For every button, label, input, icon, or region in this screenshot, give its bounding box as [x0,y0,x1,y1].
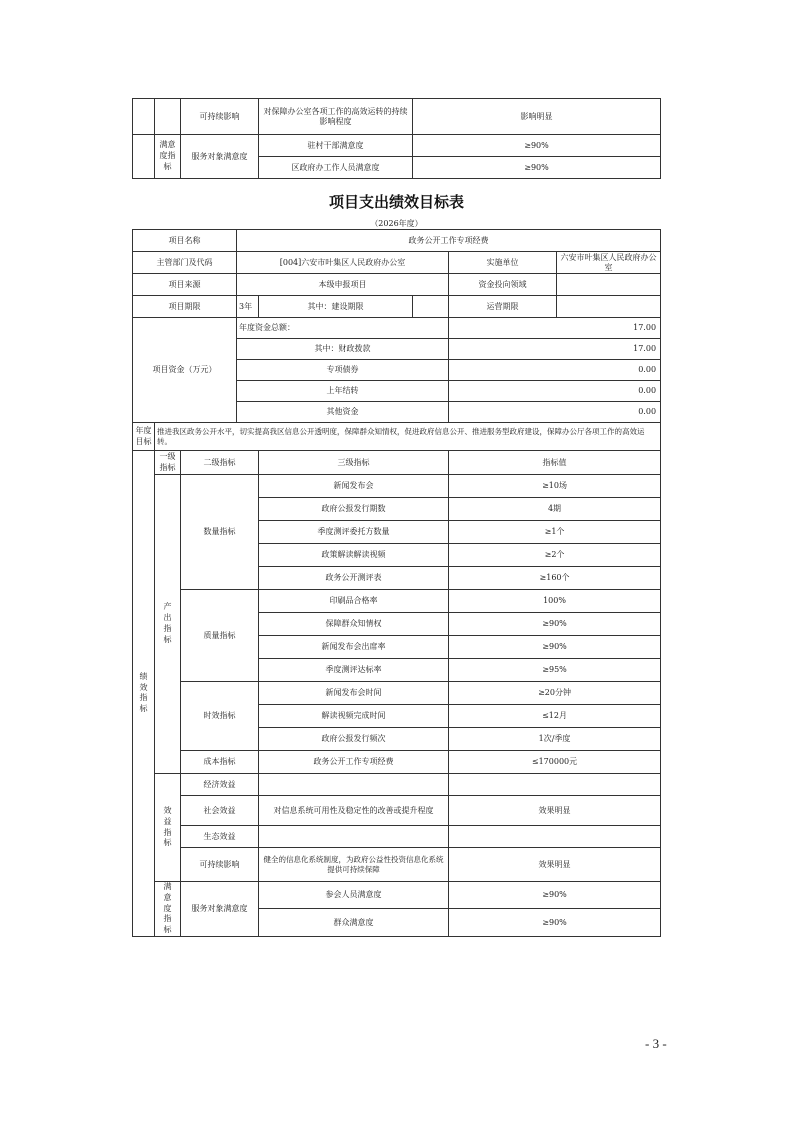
ops-label: 运营期限 [449,296,557,318]
quantity-label: 数量指标 [181,475,259,590]
benefit-type: 经济效益 [181,774,259,796]
funds-value: 0.00 [449,381,661,402]
merged-cell [155,99,181,135]
performance-target-table [132,229,661,937]
level1-cell: 满意度指标 [155,135,181,179]
funds-name: 上年结转 [237,381,449,402]
value-cell: ≥90% [413,135,661,157]
header-value: 指标值 [449,451,661,475]
benefit-type: 社会效益 [181,796,259,826]
benefit-type: 生态效益 [181,826,259,848]
indicator-name [259,774,449,796]
header-level1: 一级指标 [155,451,181,475]
year-subtitle: （2026年度） [370,219,423,228]
indicator-value: ≤12月 [449,705,661,728]
source-value: 本级申报项目 [237,274,449,296]
service-label: 服务对象满意度 [181,882,259,937]
page-number: - 3 - [645,1036,667,1051]
indicator-name: 季度测评达标率 [259,659,449,682]
indicator-name: 群众满意度 [259,909,449,937]
indicators-group-label: 绩效指标 [133,451,155,937]
funds-label: 项目资金（万元） [133,318,237,423]
indicator-name: 解读视频完成时间 [259,705,449,728]
indicator-name: 保障群众知情权 [259,613,449,636]
indicator-value: ≥10场 [449,475,661,498]
level2-cell: 可持续影响 [181,99,259,135]
funds-name: 其中：财政拨款 [237,339,449,360]
indicator-value: 效果明显 [449,848,661,882]
invest-value [557,274,661,296]
indicator-name: 健全的信息化系统制度，为政府公益性投资信息化系统提供可持续保障 [259,848,449,882]
top-continuation-table [132,98,661,179]
indicator-value: ≥1个 [449,521,661,544]
indicator-value: ≥90% [449,613,661,636]
indicator-value: ≥90% [449,636,661,659]
indicator-name: 政策解读解读视频 [259,544,449,567]
level2-cell: 服务对象满意度 [181,135,259,179]
indicator-name: 印刷品合格率 [259,590,449,613]
funds-value: 0.00 [449,402,661,423]
indicator-name: 季度测评委托方数量 [259,521,449,544]
dept-label: 主管部门及代码 [133,252,237,274]
project-name-value: 政务公开工作专项经费 [237,230,661,252]
header-level2: 二级指标 [181,451,259,475]
output-label: 产出指标 [155,475,181,774]
indicator-value: ≥2个 [449,544,661,567]
indicator-name: 政府公报发行频次 [259,728,449,751]
indicator-name: 新闻发布会 [259,475,449,498]
merged-cell [133,99,155,135]
indicator-value: ≥160个 [449,567,661,590]
invest-label: 资金投向领域 [449,274,557,296]
indicator-value: ≥90% [449,909,661,937]
goal-label: 年度目标 [133,423,155,451]
funds-value: 0.00 [449,360,661,381]
level3-cell: 区政府办工作人员满意度 [259,157,413,179]
goal-text: 推进我区政务公开水平，切实提高我区信息公开透明度，保障群众知情权，促进政府信息公开、推进服务型政府建设，保障办公厅各项工作的高效运转。 [155,423,661,451]
header-level3: 三级指标 [259,451,449,475]
timeliness-label: 时效指标 [181,682,259,751]
funds-name: 年度资金总额： [237,318,449,339]
period-label: 项目期限 [133,296,237,318]
dept-value: [004]六安市叶集区人民政府办公室 [237,252,449,274]
indicator-value: 1次/季度 [449,728,661,751]
funds-name: 其他资金 [237,402,449,423]
satisfaction-label: 满意度指标 [155,882,181,937]
value-cell: 影响明显 [413,99,661,135]
indicator-value: 4期 [449,498,661,521]
ops-value [557,296,661,318]
cost-label: 成本指标 [181,751,259,774]
build-label: 其中：建设期限 [259,296,413,318]
benefit-label: 效益指标 [155,774,181,882]
build-value [413,296,449,318]
indicator-value: ≥90% [449,882,661,909]
indicator-value: ≤170000元 [449,751,661,774]
project-name-label: 项目名称 [133,230,237,252]
page-title: 项目支出绩效目标表 [328,193,464,211]
indicator-value: ≥20分钟 [449,682,661,705]
quality-label: 质量指标 [181,590,259,682]
value-cell: ≥90% [413,157,661,179]
period-value: 3年 [237,296,259,318]
source-label: 项目来源 [133,274,237,296]
impl-label: 实施单位 [449,252,557,274]
merged-cell [133,135,155,179]
indicator-name: 对信息系统可用性及稳定性的改善或提升程度 [259,796,449,826]
impl-value: 六安市叶集区人民政府办公室 [557,252,661,274]
indicator-value [449,826,661,848]
indicator-name: 政务公开测评表 [259,567,449,590]
benefit-type: 可持续影响 [181,848,259,882]
indicator-name: 新闻发布会出席率 [259,636,449,659]
indicator-value [449,774,661,796]
indicator-value: 效果明显 [449,796,661,826]
level3-cell: 驻村干部满意度 [259,135,413,157]
indicator-name: 政务公开工作专项经费 [259,751,449,774]
indicator-name: 参会人员满意度 [259,882,449,909]
indicator-value: 100% [449,590,661,613]
level3-cell: 对保障办公室各项工作的高效运转的持续影响程度 [259,99,413,135]
indicator-value: ≥95% [449,659,661,682]
funds-value: 17.00 [449,339,661,360]
indicator-name: 政府公报发行期数 [259,498,449,521]
indicator-name [259,826,449,848]
funds-value: 17.00 [449,318,661,339]
funds-name: 专项债券 [237,360,449,381]
indicator-name: 新闻发布会时间 [259,682,449,705]
